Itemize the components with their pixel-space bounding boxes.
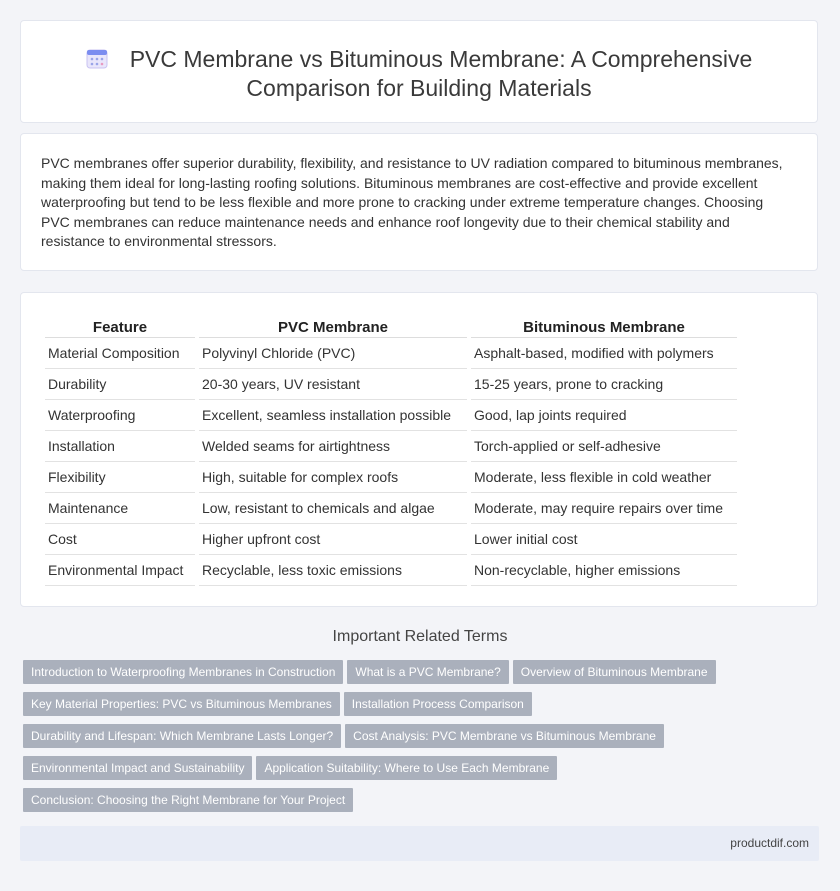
header-card [20,20,818,123]
related-term-tag[interactable]: Cost Analysis: PVC Membrane vs Bituminous Membrane [345,724,664,748]
cell-bituminous: Moderate, less flexible in cold weather [471,462,737,493]
related-terms-list [23,660,783,820]
cell-pvc: Higher upfront cost [199,524,467,555]
cell-bituminous: 15-25 years, prone to cracking [471,369,737,400]
cell-bituminous: Moderate, may require repairs over time [471,493,737,524]
intro-text: PVC membranes offer superior durability, flexibility, and resistance to UV radiation compared to bituminous membranes, making them ideal for long-lasting roofing solutions. Bituminous membranes are cost-effective and provide excellent waterproofing but tend to be less flexible and more prone to cracking under extreme temperature changes. Choosing PVC membranes can reduce maintenance needs and enhance roof longevity due to their chemical stability and resistance to environmental stressors. [41,155,783,249]
header-feature: Feature [45,315,195,338]
table-row [45,555,737,586]
related-term-tag[interactable]: Installation Process Comparison [344,692,532,716]
related-term-tag[interactable]: Conclusion: Choosing the Right Membrane for Your Project [23,788,353,812]
cell-pvc: Low, resistant to chemicals and algae [199,493,467,524]
table-row [45,462,737,493]
table-row [45,524,737,555]
cell-feature: Flexibility [45,462,195,493]
cell-bituminous: Lower initial cost [471,524,737,555]
cell-feature: Waterproofing [45,400,195,431]
related-term-tag[interactable]: Key Material Properties: PVC vs Bituminous Membranes [23,692,340,716]
header-pvc: PVC Membrane [199,315,467,338]
table-header-row [45,315,737,338]
cell-pvc: Polyvinyl Chloride (PVC) [199,338,467,369]
cell-pvc: Recyclable, less toxic emissions [199,555,467,586]
cell-pvc: High, suitable for complex roofs [199,462,467,493]
cell-bituminous: Non-recyclable, higher emissions [471,555,737,586]
related-term-tag[interactable]: Durability and Lifespan: Which Membrane Lasts Longer? [23,724,341,748]
calendar-icon [86,47,108,69]
cell-pvc: Welded seams for airtightness [199,431,467,462]
title-line-2: Comparison for Building Materials [246,75,592,101]
related-term-tag[interactable]: Introduction to Waterproofing Membranes in Construction [23,660,343,684]
cell-feature: Durability [45,369,195,400]
cell-pvc: Excellent, seamless installation possible [199,400,467,431]
related-term-tag[interactable]: Environmental Impact and Sustainability [23,756,252,780]
cell-bituminous: Torch-applied or self-adhesive [471,431,737,462]
related-term-tag[interactable]: What is a PVC Membrane? [347,660,508,684]
cell-feature: Environmental Impact [45,555,195,586]
footer-site-link[interactable]: productdif.com [730,836,809,850]
intro-card [20,133,818,271]
table-row [45,338,737,369]
table-row [45,369,737,400]
comparison-card [20,292,818,607]
title-line-1: PVC Membrane vs Bituminous Membrane: A Comprehensive [129,46,753,72]
page-title [21,45,817,103]
cell-bituminous: Good, lap joints required [471,400,737,431]
table-row [45,400,737,431]
related-term-tag[interactable]: Overview of Bituminous Membrane [513,660,716,684]
header-bituminous: Bituminous Membrane [471,315,737,338]
comparison-table [41,315,741,586]
related-terms-title: Important Related Terms [332,628,508,645]
cell-bituminous: Asphalt-based, modified with polymers [471,338,737,369]
related-term-tag[interactable]: Application Suitability: Where to Use Each Membrane [256,756,557,780]
table-row [45,431,737,462]
cell-feature: Cost [45,524,195,555]
cell-feature: Material Composition [45,338,195,369]
cell-feature: Installation [45,431,195,462]
cell-feature: Maintenance [45,493,195,524]
table-row [45,493,737,524]
cell-pvc: 20-30 years, UV resistant [199,369,467,400]
footer [20,826,819,861]
